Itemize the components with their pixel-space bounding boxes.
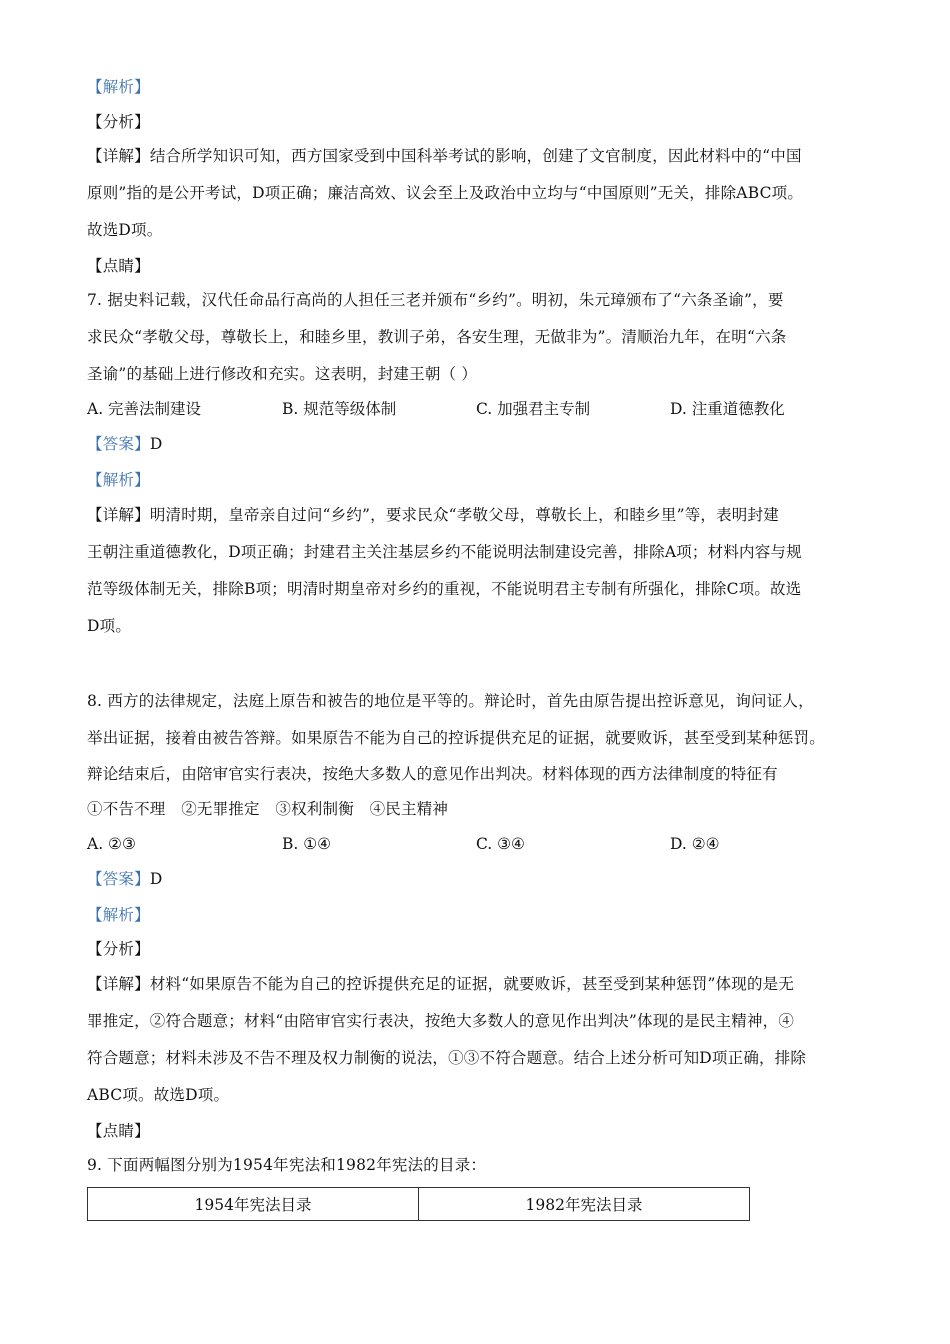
table-header-1982: 1982年宪法目录 [419, 1188, 750, 1221]
question-choices: ①不告不理 ②无罪推定 ③权利制衡 ④民主精神 [87, 800, 449, 818]
fenxi-label: 【分析】 [87, 940, 150, 958]
answer-line [87, 434, 162, 454]
xiangjie-line: 符合题意；材料未涉及不告不理及权力制衡的说法，①③不符合题意。结合上述分析可知D项正确，排除 [87, 1049, 807, 1067]
option-d: D. 注重道德教化 [670, 400, 785, 418]
jiexi-label: 【解析】 [87, 906, 150, 924]
xiangjie-label: 【详解】 [87, 975, 150, 993]
xiangjie-line: 【详解】材料“如果原告不能为自己的控诉提供充足的证据，就要败诉，甚至受到某种惩罚”体现的是无 [87, 975, 795, 993]
option-a: A. ②③ [87, 835, 136, 853]
dianjing-label: 【点睛】 [87, 257, 150, 275]
answer-line [87, 869, 162, 889]
jiexi-label: 【解析】 [87, 78, 150, 96]
xiangjie-line: 王朝注重道德教化，D项正确；封建君主关注基层乡约不能说明法制建设完善，排除A项；材料内容与规 [87, 543, 802, 561]
answer-label: 【答案】 [87, 435, 150, 453]
xiangjie-label: 【详解】 [87, 506, 150, 524]
question-stem: 7. 据史料记载，汉代任命品行高尚的人担任三老并颁布“乡约”。明初，朱元璋颁布了“六条圣谕”，要 [87, 291, 784, 309]
xiangjie-line: 罪推定，②符合题意；材料“由陪审官实行表决，按绝大多数人的意见作出判决”体现的是民主精神，④ [87, 1012, 795, 1030]
xiangjie-line: 【详解】结合所学知识可知，西方国家受到中国科举考试的影响，创建了文官制度，因此材料中的“中国 [87, 147, 802, 165]
xiangjie-line: 范等级体制无关，排除B项；明清时期皇帝对乡约的重视，不能说明君主专制有所强化，排除C项。故选 [87, 580, 802, 598]
table-header-1954: 1954年宪法目录 [88, 1188, 419, 1221]
constitution-toc-table [87, 1187, 750, 1221]
dianjing-label: 【点睛】 [87, 1122, 150, 1140]
xiangjie-label: 【详解】 [87, 147, 150, 165]
question-stem: 圣谕”的基础上进行修改和充实。这表明，封建王朝（ ） [87, 365, 478, 383]
xiangjie-line: 原则”指的是公开考试，D项正确；廉洁高效、议会至上及政治中立均与“中国原则”无关，排除ABC项。 [87, 184, 804, 202]
option-b: B. 规范等级体制 [282, 400, 397, 418]
fenxi-label: 【分析】 [87, 113, 150, 131]
option-c: C. 加强君主专制 [476, 400, 591, 418]
jiexi-label: 【解析】 [87, 471, 150, 489]
question-stem: 辩论结束后，由陪审官实行表决，按绝大多数人的意见作出判决。材料体现的西方法律制度的特征有 [87, 765, 778, 783]
answer-value: D [149, 870, 163, 888]
question-stem: 求民众“孝敬父母，尊敬长上，和睦乡里，教训子弟，各安生理，无做非为”。清顺治九年，在明“六条 [87, 328, 787, 346]
xiangjie-line: D项。 [87, 617, 132, 635]
answer-label: 【答案】 [87, 870, 150, 888]
option-c: C. ③④ [476, 835, 525, 853]
answer-value: D [149, 435, 163, 453]
question-stem: 9. 下面两幅图分别为1954年宪法和1982年宪法的目录： [87, 1156, 487, 1174]
option-a: A. 完善法制建设 [87, 400, 202, 418]
option-d: D. ②④ [670, 835, 720, 853]
xiangjie-line: 故选D项。 [87, 221, 163, 239]
question-stem: 举出证据，接着由被告答辩。如果原告不能为自己的控诉提供充足的证据，就要败诉，甚至受到某种惩罚。 [87, 729, 825, 747]
xiangjie-line: 【详解】明清时期，皇帝亲自过问“乡约”，要求民众“孝敬父母，尊敬长上，和睦乡里”等，表明封建 [87, 506, 779, 524]
option-b: B. ①④ [282, 835, 332, 853]
question-stem: 8. 西方的法律规定，法庭上原告和被告的地位是平等的。辩论时，首先由原告提出控诉意见，询问证人， [87, 692, 814, 710]
xiangjie-line: ABC项。故选D项。 [87, 1086, 230, 1104]
